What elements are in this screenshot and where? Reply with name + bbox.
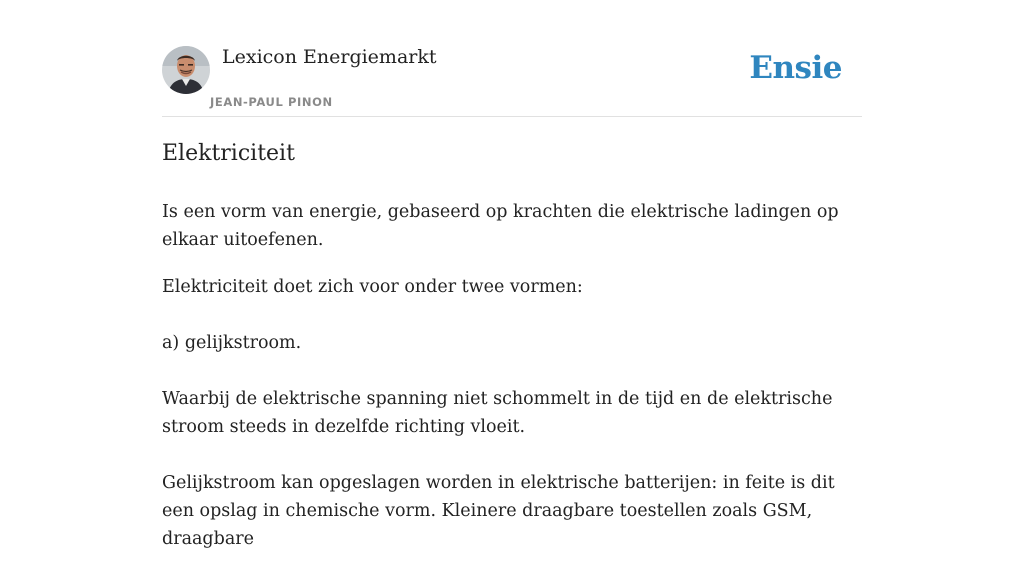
author-name[interactable]: JEAN-PAUL PINON (210, 95, 333, 109)
author-portrait-icon (162, 46, 210, 94)
entry-paragraph: a) gelijkstroom. (162, 333, 302, 353)
brand-logo[interactable]: Ensie (749, 50, 842, 86)
entry-paragraph: Waarbij de elektrische spanning niet schommelt in de tijd en de elektrische stroom steeds in dezelfde richting vloeit. (162, 389, 833, 437)
book-title[interactable]: Lexicon Energiemarkt (222, 46, 437, 68)
entry-title: Elektriciteit (162, 141, 295, 166)
entry-paragraph: Elektriciteit doet zich voor onder twee vormen: (162, 277, 583, 297)
entry-content (162, 138, 862, 572)
book-header (162, 46, 862, 117)
entry-paragraph: Gelijkstroom kan opgeslagen worden in elektrische batterijen: in feite is dit een opslag in chemische vorm. Kleinere draagbare toestellen zoals GSM, draagbare (162, 473, 835, 549)
author-avatar[interactable] (162, 46, 210, 94)
entry-paragraph: Is een vorm van energie, gebaseerd op krachten die elektrische ladingen op elkaar uitoefenen. (162, 202, 839, 250)
